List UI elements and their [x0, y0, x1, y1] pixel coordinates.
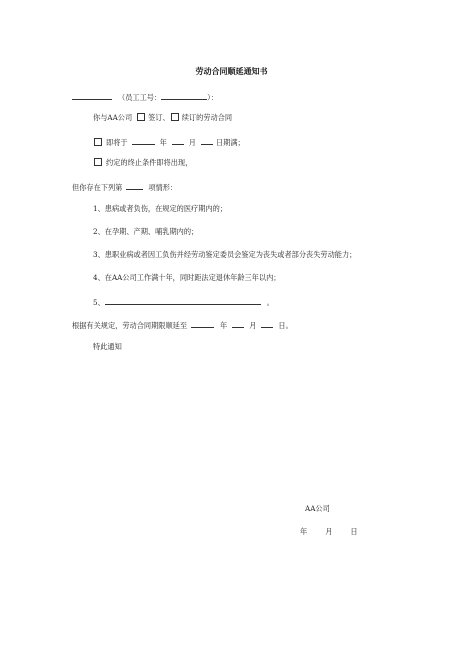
- employee-id-blank: [161, 91, 207, 100]
- expire-month-label: 月: [188, 138, 196, 147]
- extend-year-blank: [191, 319, 214, 328]
- intro-line: [93, 113, 232, 123]
- signature-year: 年: [300, 527, 308, 536]
- extend-month-blank: [232, 319, 244, 328]
- closing-text: 特此通知: [93, 342, 122, 351]
- list-item: 4、在AA公司工作满十年，同时距法定退休年龄三年以内；: [93, 273, 281, 282]
- intro-opt-renew: 续订的劳动合同: [181, 113, 233, 122]
- expire-day-blank: [201, 136, 213, 145]
- extend-day-blank: [261, 319, 273, 328]
- signature-month: 月: [325, 527, 333, 536]
- checkbox-renew: [171, 113, 179, 121]
- signature-date: [300, 527, 358, 537]
- item5-blank: [105, 296, 261, 305]
- expire-year-label: 年: [159, 138, 167, 147]
- list-item: 3、患职业病或者因工负伤并经劳动鉴定委员会鉴定为丧失或者部分丧失劳动能力；: [93, 250, 357, 259]
- intro-opt-sign: 签订、: [148, 113, 170, 122]
- situation-text-2: 项情形：: [148, 183, 178, 192]
- option-condition-line: [93, 158, 192, 168]
- extend-text: 根据有关规定，劳动合同期限顺延至: [72, 321, 188, 330]
- extend-year-label: 年: [220, 321, 228, 330]
- situation-text: 但你存在下列第: [72, 183, 123, 192]
- item5-suffix: 。: [266, 298, 274, 307]
- employee-name-blank: [72, 91, 112, 100]
- list-item: 1、患病或者负伤，在规定的医疗期内的；: [93, 204, 227, 213]
- expire-month-blank: [172, 136, 184, 145]
- extend-day-label: 日。: [278, 321, 293, 330]
- expire-year-blank: [132, 136, 155, 145]
- situation-blank: [126, 181, 143, 190]
- item5-prefix: 5、: [93, 298, 105, 307]
- situation-line: [72, 181, 177, 193]
- checkbox-condition: [94, 158, 102, 166]
- document-title: 劳动合同顺延通知书: [195, 67, 268, 76]
- condition-text: 约定的终止条件即将出现，: [106, 158, 193, 167]
- expire-day-label: 日期满；: [215, 138, 245, 147]
- signature-company: AA公司: [305, 504, 330, 513]
- extend-line: [72, 319, 293, 331]
- extend-month-label: 月: [249, 321, 257, 330]
- signature-day: 日: [350, 527, 358, 536]
- option-expire-line: [93, 136, 245, 148]
- employee-id-suffix: ）：: [207, 93, 218, 102]
- list-item: 2、在孕期、产期、哺乳期内的；: [93, 227, 199, 236]
- employee-line: [72, 91, 218, 103]
- checkbox-sign: [137, 113, 145, 121]
- employee-id-prefix: （员工工号：: [118, 93, 162, 102]
- intro-text: 你与AA公司: [93, 113, 133, 122]
- list-item-5: [93, 296, 274, 308]
- checkbox-expire: [94, 138, 102, 146]
- expire-text: 即将于: [106, 138, 128, 147]
